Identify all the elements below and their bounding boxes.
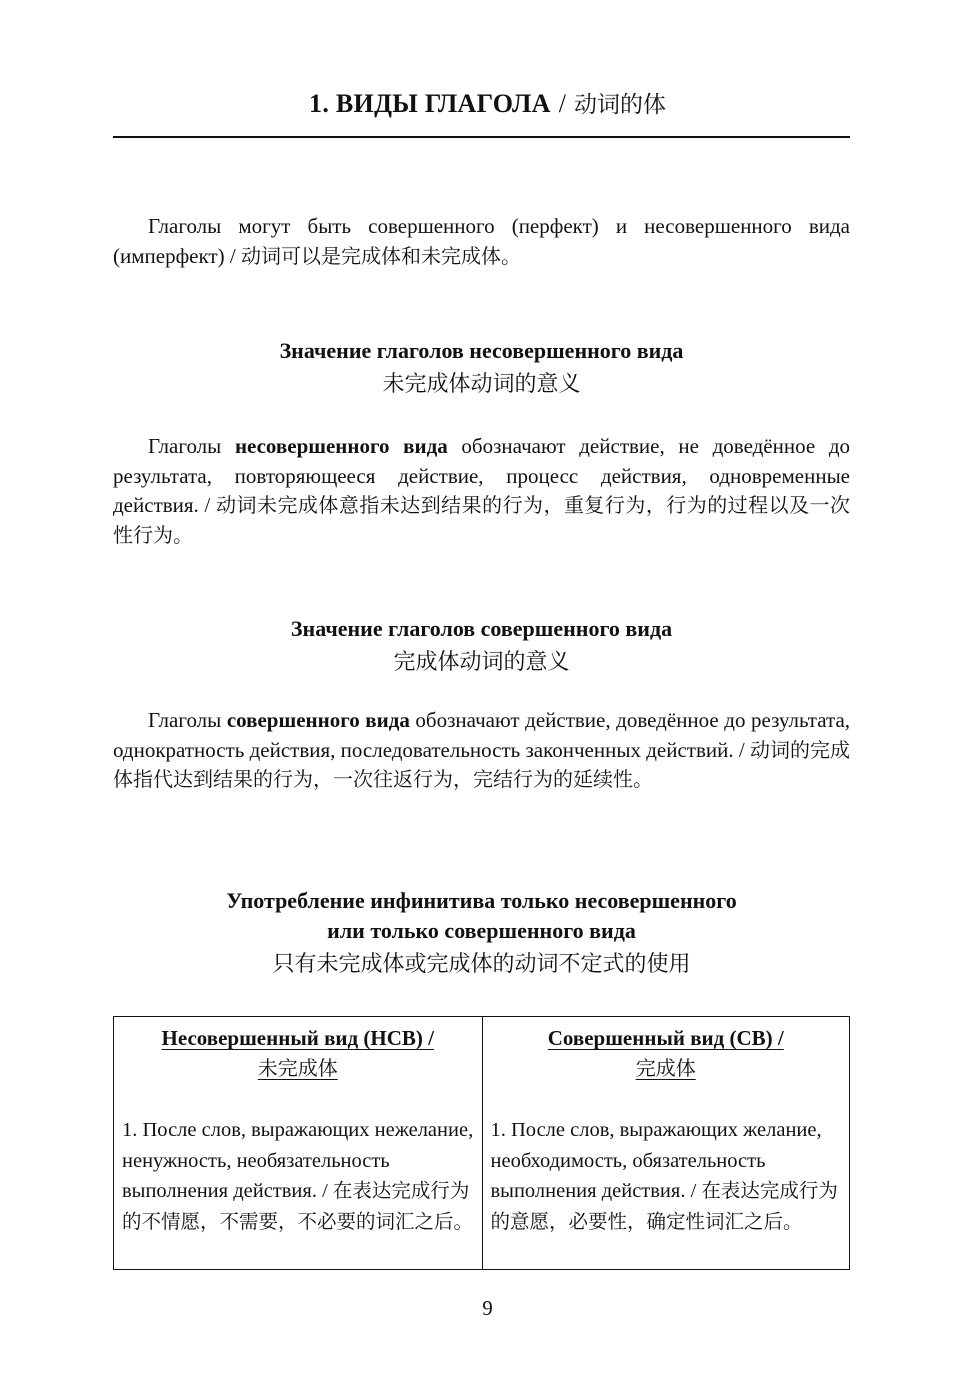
title-chinese: 动词的体 — [573, 92, 666, 118]
table-column-imperfective — [114, 1017, 482, 1269]
column-body-chinese: 在表达完成行为的不情愿，不需要，不必要的词汇之后。 — [122, 1179, 474, 1233]
para-text-chinese: 动词的完成体指代达到结果的行为，一次往返行为，完结行为的延续性。 — [113, 737, 851, 791]
column-body-russian: 1. После слов, выражающих нежелание, ненужность, необязательность выполнения действия. / — [122, 1119, 474, 1202]
intro-paragraph — [113, 212, 850, 271]
para-text-russian: обозначают действие, не доведённое до результата, повторяющееся действие, процесс действия, одновременные действия. / — [113, 434, 851, 517]
column-header — [491, 1023, 842, 1083]
imperfective-paragraph — [113, 432, 850, 550]
column-header-chinese: 未完成体 — [257, 1056, 338, 1080]
section-heading-chinese: 完成体动词的意义 — [393, 650, 570, 675]
section-heading-imperfective — [113, 336, 850, 402]
section-heading-russian-line1: Употребление инфинитива только несовершенного — [226, 888, 737, 913]
section-heading-infinitive — [113, 886, 850, 982]
para-text-chinese: 动词未完成体意指未达到结果的行为，重复行为，行为的过程以及一次性行为。 — [113, 493, 851, 547]
title-russian: 1. ВИДЫ ГЛАГОЛА — [309, 89, 551, 118]
header-divider — [113, 136, 850, 138]
para-bold-term: совершенного вида — [226, 708, 410, 732]
section-heading-russian-line2: или только совершенного вида — [327, 918, 636, 943]
para-lead: Глаголы — [148, 708, 222, 732]
section-heading-chinese: 只有未完成体或完成体的动词不定式的使用 — [272, 952, 691, 977]
section-heading-perfective — [113, 614, 850, 680]
intro-text-russian: Глаголы могут быть совершенного (перфект) и несовершенного вида (имперфект) / — [113, 214, 850, 268]
column-header-chinese: 完成体 — [635, 1056, 696, 1080]
page-number: 9 — [482, 1296, 493, 1320]
column-header-russian: Несовершенный вид (НСВ) / — [161, 1026, 434, 1050]
column-body — [122, 1115, 474, 1237]
para-text-russian: обозначают действие, доведённое до результата, однократность действия, последовательность законченных действий. / — [113, 708, 851, 762]
para-lead: Глаголы — [148, 434, 222, 458]
column-header — [122, 1023, 474, 1083]
section-heading-russian: Значение глаголов несовершенного вида — [279, 338, 684, 363]
table-column-perfective — [482, 1017, 850, 1269]
aspect-comparison-table — [113, 1016, 850, 1270]
column-body — [491, 1115, 842, 1237]
column-body-chinese: 在表达完成行为的意愿，必要性，确定性词汇之后。 — [490, 1179, 838, 1233]
column-header-russian: Совершенный вид (СВ) / — [547, 1026, 784, 1050]
column-body-russian: 1. После слов, выражающих желание, необходимость, обязательность выполнения действия. / — [490, 1119, 822, 1202]
para-bold-term: несовершенного вида — [234, 434, 448, 458]
intro-text-chinese: 动词可以是完成体和未完成体。 — [240, 243, 521, 268]
section-heading-russian: Значение глаголов совершенного вида — [290, 616, 673, 641]
title-separator: / — [558, 89, 566, 118]
section-heading-chinese: 未完成体动词的意义 — [382, 372, 581, 397]
page-title — [0, 86, 975, 123]
perfective-paragraph — [113, 706, 850, 795]
